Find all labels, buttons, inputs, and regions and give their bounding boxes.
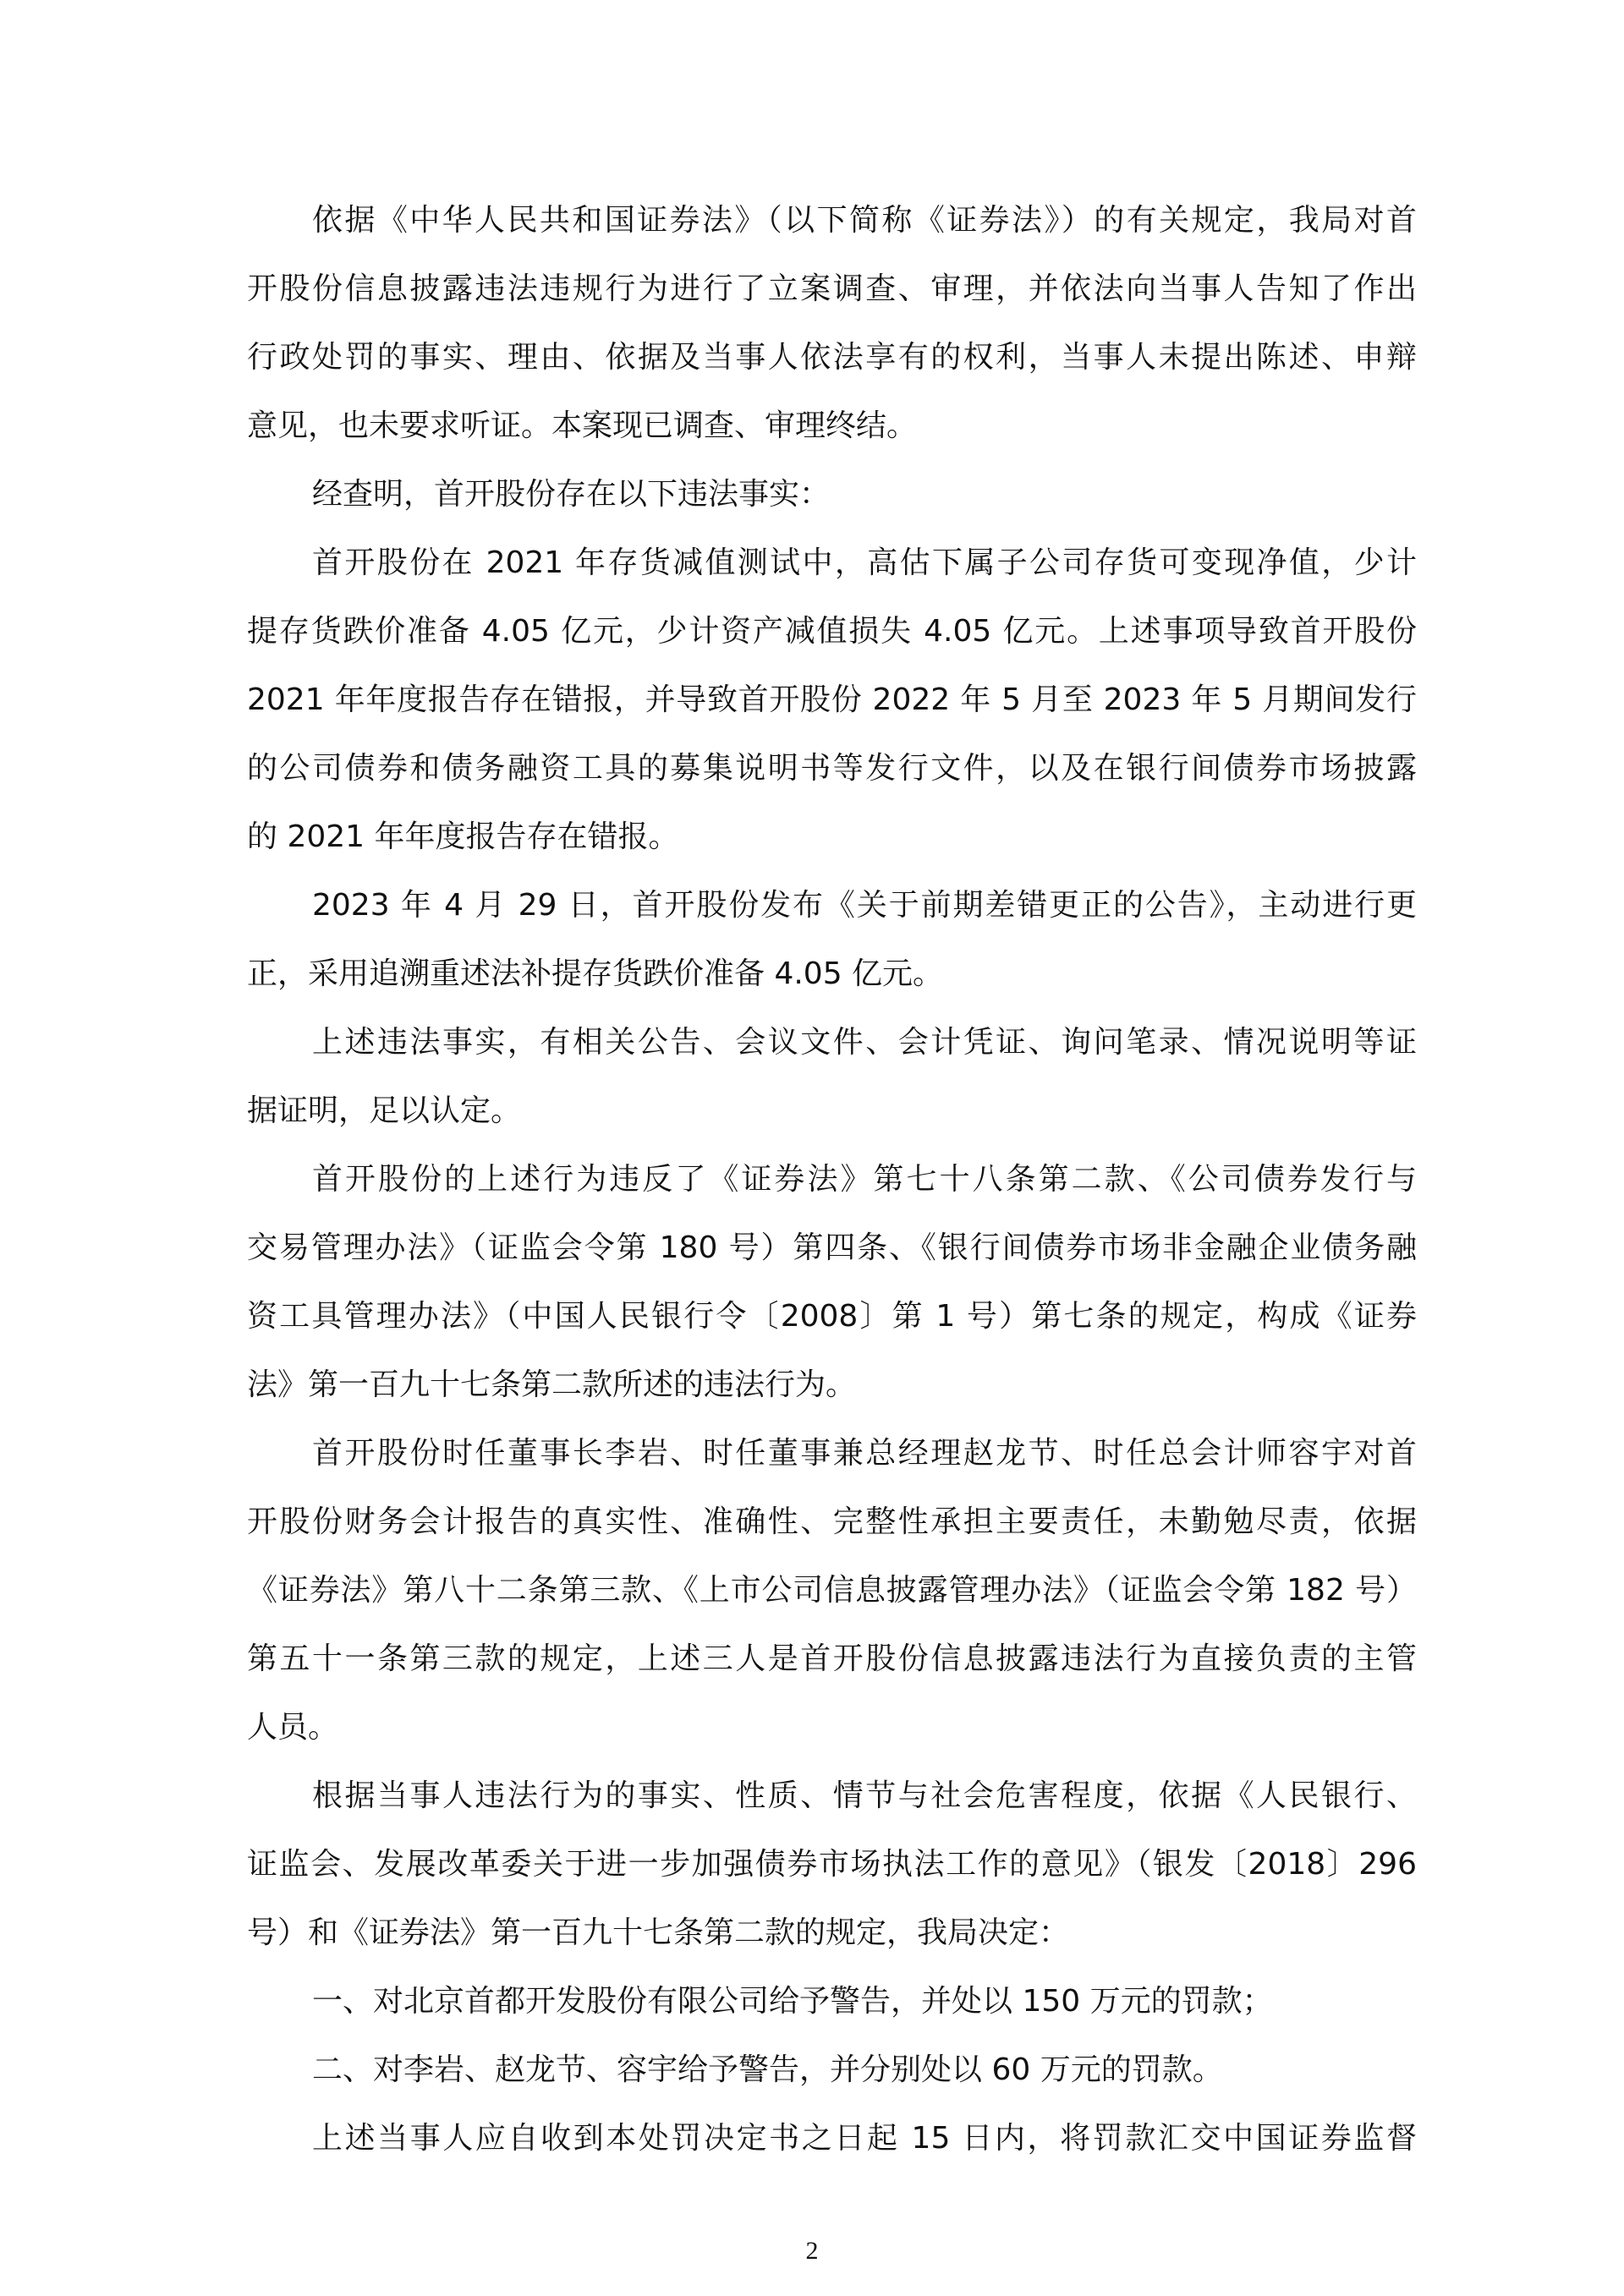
text-line: 上述当事人应自收到本处罚决定书之日起 15 日内，将罚款汇交中国证券监督 (312, 2121, 1417, 2156)
paragraph (247, 186, 1417, 460)
page-number: 2 (805, 2237, 819, 2265)
text-line: 2023 年 4 月 29 日，首开股份发布《关于前期差错更正的公告》，主动进行更 (312, 888, 1417, 923)
text-line: 开股份信息披露违法违规行为进行了立案调查、审理，并依法向当事人告知了作出 (247, 271, 1417, 306)
text-line: 资工具管理办法》（中国人民银行令〔2008〕第 1 号）第七条的规定，构成《证券 (247, 1299, 1417, 1334)
text-line: 法》第一百九十七条第二款所述的违法行为。 (247, 1367, 857, 1402)
text-line: 经查明，首开股份存在以下违法事实： (312, 477, 831, 512)
paragraph (247, 1008, 1417, 1145)
text-line: 上述违法事实，有相关公告、会议文件、会计凭证、询问笔录、情况说明等证 (312, 1025, 1417, 1060)
text-line: 《证券法》第八十二条第三款、《上市公司信息披露管理办法》（证监会令第 182 号） (247, 1573, 1417, 1608)
text-line: 开股份财务会计报告的真实性、准确性、完整性承担主要责任，未勤勉尽责，依据 (247, 1504, 1417, 1539)
text-line: 提存货跌价准备 4.05 亿元，少计资产减值损失 4.05 亿元。上述事项导致首开股份 (247, 614, 1417, 649)
text-line: 的公司债券和债务融资工具的募集说明书等发行文件，以及在银行间债券市场披露 (247, 751, 1417, 786)
text-line: 一、对北京首都开发股份有限公司给予警告，并处以 150 万元的罚款； (312, 1984, 1273, 2019)
text-line: 首开股份时任董事长李岩、时任董事兼总经理赵龙节、时任总会计师容宇对首 (312, 1436, 1417, 1471)
text-line: 首开股份的上述行为违反了《证券法》第七十八条第二款、《公司债券发行与 (312, 1162, 1417, 1197)
text-line: 依据《中华人民共和国证券法》（以下简称《证券法》）的有关规定，我局对首 (312, 203, 1417, 238)
text-line: 的 2021 年年度报告存在错报。 (247, 819, 679, 854)
text-line: 意见，也未要求听证。本案现已调查、审理终结。 (247, 408, 918, 443)
text-line: 二、对李岩、赵龙节、容宇给予警告，并分别处以 60 万元的罚款。 (312, 2052, 1223, 2087)
text-line: 号）和《证券法》第一百九十七条第二款的规定，我局决定： (247, 1915, 1070, 1950)
paragraph (247, 1419, 1417, 1762)
text-line: 正，采用追溯重述法补提存货跌价准备 4.05 亿元。 (247, 956, 944, 991)
text-line: 交易管理办法》（证监会令第 180 号）第四条、《银行间债券市场非金融企业债务融 (247, 1230, 1417, 1265)
paragraph (247, 1145, 1417, 1419)
paragraph (247, 1762, 1417, 1967)
paragraph (247, 460, 1417, 529)
text-line: 首开股份在 2021 年存货减值测试中，高估下属子公司存货可变现净值，少计 (312, 545, 1417, 580)
paragraph (247, 1967, 1417, 2036)
text-line: 2021 年年度报告存在错报，并导致首开股份 2022 年 5 月至 2023 年 5 月期间发行 (247, 682, 1417, 717)
paragraph (247, 2036, 1417, 2104)
paragraph (247, 2104, 1417, 2173)
text-line: 行政处罚的事实、理由、依据及当事人依法享有的权利，当事人未提出陈述、申辩 (247, 340, 1417, 375)
text-line: 证监会、发展改革委关于进一步加强债券市场执法工作的意见》（银发〔2018〕296 (247, 1847, 1417, 1882)
paragraph (247, 529, 1417, 871)
document-body (247, 186, 1417, 2173)
text-line: 第五十一条第三款的规定，上述三人是首开股份信息披露违法行为直接负责的主管 (247, 1641, 1417, 1676)
text-line: 据证明，足以认定。 (247, 1093, 522, 1128)
paragraph (247, 871, 1417, 1008)
text-line: 人员。 (247, 1710, 339, 1745)
text-line: 根据当事人违法行为的事实、性质、情节与社会危害程度，依据《人民银行、 (312, 1778, 1417, 1813)
